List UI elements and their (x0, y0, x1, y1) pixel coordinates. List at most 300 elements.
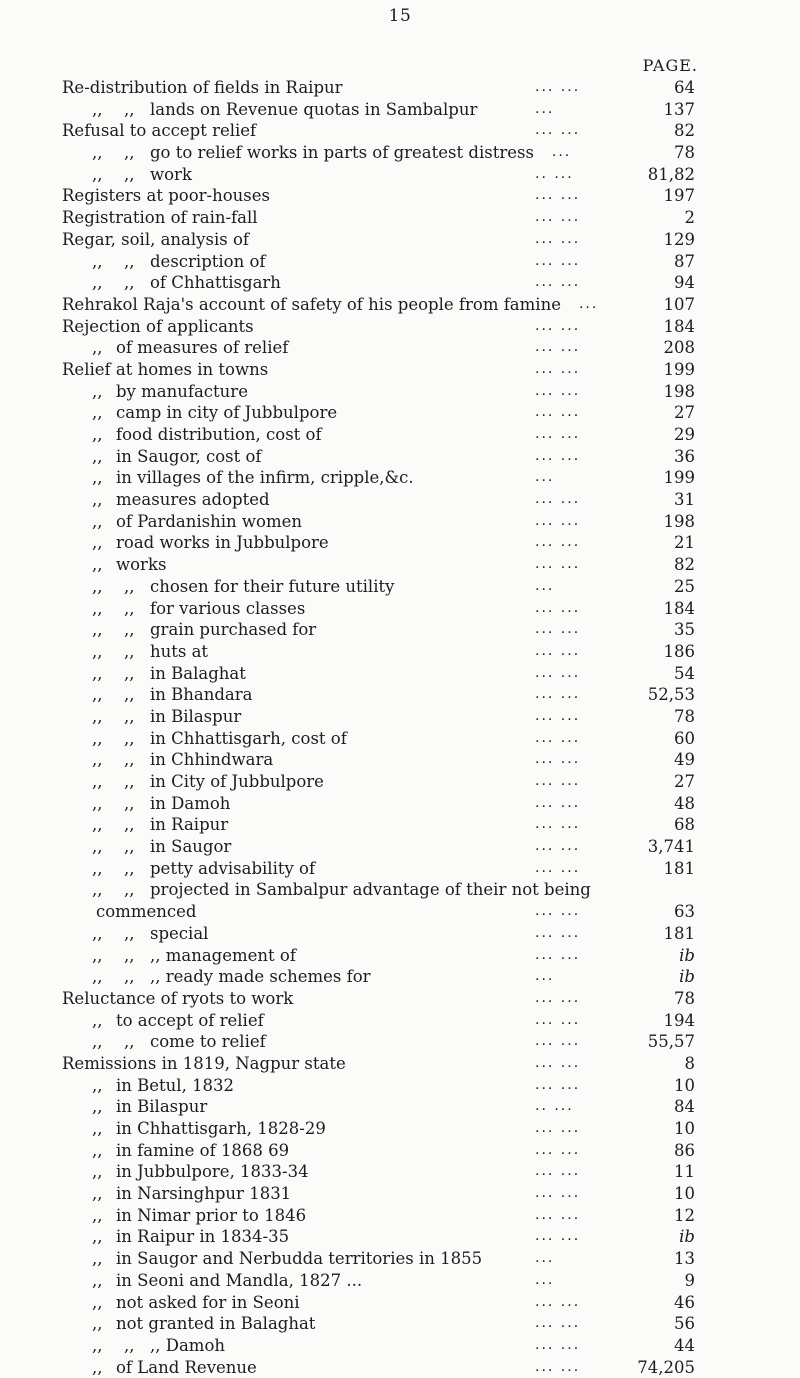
page-reference: ib (679, 967, 695, 987)
ditto-mark: ,, (92, 772, 103, 791)
ditto-mark: ,, (124, 99, 135, 119)
page-reference: 55,57 (647, 1032, 695, 1052)
leader-dots: ... ... (535, 230, 581, 247)
entry-text: ,, ready made schemes for (150, 967, 371, 987)
index-entry (0, 1096, 800, 1118)
entry-text: in Betul, 1832 (116, 1075, 235, 1095)
leader-dots: ... ... (535, 1011, 581, 1028)
page-reference: 181 (663, 858, 695, 878)
index-entry (0, 771, 800, 793)
ditto-mark: ,, (92, 1249, 103, 1269)
leader-dots: ... ... (535, 794, 581, 811)
leader-dots: ... (535, 577, 555, 594)
ditto-mark: ,, (124, 251, 135, 271)
ditto-mark: ,, (92, 706, 103, 726)
leader-dots: ... ... (535, 1206, 581, 1223)
leader-dots: ... ... (535, 1336, 581, 1353)
ditto-mark: ,, (92, 750, 103, 770)
entry-text: not granted in Balaghat (116, 1314, 316, 1334)
index-entry (0, 532, 800, 554)
page-reference: 25 (674, 576, 695, 596)
page-reference: 44 (674, 1335, 695, 1355)
ditto-mark: ,, (92, 1162, 103, 1182)
ditto-mark: ,, (124, 143, 135, 163)
page-reference: 11 (674, 1162, 695, 1182)
leader-dots: ... ... (535, 838, 581, 855)
ditto-mark: ,, (92, 728, 103, 748)
index-entry (0, 272, 800, 294)
page-reference: 35 (674, 620, 695, 640)
entry-text: in Saugor, cost of (116, 446, 262, 466)
ditto-mark: ,, (92, 620, 103, 640)
entry-text: in famine of 1868 69 (116, 1140, 290, 1160)
index-entry (0, 1075, 800, 1097)
index-entry (0, 945, 800, 967)
leader-dots: ... ... (535, 79, 581, 95)
index-entry (0, 1357, 800, 1378)
leader-dots: ... ... (535, 512, 581, 529)
leader-dots: ... ... (535, 773, 581, 789)
page-reference: 82 (674, 555, 695, 575)
leader-dots: ... ... (535, 924, 581, 941)
page-reference: 94 (674, 273, 695, 293)
index-entry (0, 793, 800, 815)
leader-dots: ... ... (535, 621, 581, 638)
ditto-mark: ,, (92, 555, 103, 575)
entry-text: of Land Revenue (116, 1357, 257, 1377)
ditto-mark: ,, (92, 446, 103, 466)
ditto-mark: ,, (124, 164, 135, 184)
page-reference: 78 (674, 706, 695, 726)
page-reference: 3,741 (647, 837, 695, 857)
index-entry (0, 706, 800, 728)
ditto-mark: ,, (92, 1335, 103, 1355)
index-entry (0, 576, 800, 598)
page-reference: 81,82 (647, 164, 695, 184)
index-entry (0, 489, 800, 511)
leader-dots: ... ... (535, 1293, 581, 1310)
index-entry (0, 99, 800, 121)
entry-text: of Pardanishin women (116, 511, 303, 531)
index-entry (0, 749, 800, 771)
index-entry (0, 1335, 800, 1357)
index-entry (0, 424, 800, 446)
page-reference: 87 (674, 251, 695, 271)
ditto-mark: ,, (124, 815, 135, 835)
index-entry (0, 1140, 800, 1162)
page-reference: ib (679, 1227, 695, 1247)
page-reference: 46 (674, 1292, 695, 1312)
index-entry (0, 185, 800, 207)
index-entry (0, 1205, 800, 1227)
entry-text: Refusal to accept relief (62, 121, 257, 141)
index-entry (0, 1270, 800, 1292)
ditto-mark: ,, (124, 576, 135, 596)
ditto-mark: ,, (124, 706, 135, 726)
ditto-mark: ,, (92, 858, 103, 878)
ditto-mark: ,, (92, 837, 103, 857)
ditto-mark: ,, (92, 685, 103, 705)
ditto-mark: ,, (124, 923, 135, 943)
entry-text: by manufacture (116, 381, 248, 401)
entry-text: Relief at homes in towns (62, 359, 269, 379)
ditto-mark: ,, (124, 967, 135, 987)
ditto-mark: ,, (92, 598, 103, 618)
ditto-mark: ,, (92, 1032, 103, 1052)
entry-text: chosen for their future utility (150, 576, 395, 596)
leader-dots: ... ... (535, 534, 581, 551)
entry-text: in Bhandara (150, 685, 253, 705)
page-reference: 52,53 (647, 685, 695, 705)
entry-text: in Bilaspur (150, 706, 242, 726)
leader-dots: ... ... (535, 1120, 581, 1136)
ditto-mark: ,, (92, 1292, 103, 1312)
leader-dots: ... ... (535, 187, 581, 204)
page-reference: 36 (674, 446, 695, 466)
index-entry (0, 728, 800, 750)
index-entry (0, 988, 800, 1010)
leader-dots: ... ... (535, 903, 581, 920)
index-entry (0, 381, 800, 403)
page-reference: 74,205 (637, 1357, 695, 1377)
ditto-mark: ,, (92, 273, 103, 293)
ditto-mark: ,, (92, 815, 103, 835)
leader-dots: ... (578, 295, 599, 312)
page-column-heading: PAGE. (642, 56, 698, 75)
page-reference: 186 (663, 641, 695, 661)
ditto-mark: ,, (124, 750, 135, 770)
leader-dots: ... ... (535, 122, 581, 139)
ditto-mark: ,, (124, 945, 135, 965)
leader-dots: ... (535, 1250, 555, 1267)
ditto-mark: ,, (92, 511, 103, 531)
index-entry (0, 77, 800, 99)
leader-dots: ... ... (535, 491, 581, 508)
page-reference: 48 (674, 793, 695, 813)
entry-text: in Nimar prior to 1846 (116, 1205, 307, 1225)
leader-dots: ... ... (535, 642, 581, 659)
leader-dots: ... ... (535, 382, 581, 399)
leader-dots: ... (535, 1271, 555, 1288)
page-reference: 31 (674, 490, 695, 510)
index-entry (0, 402, 800, 424)
ditto-mark: ,, (124, 1335, 135, 1355)
page-reference: 29 (674, 425, 695, 444)
entry-text: lands on Revenue quotas in Sambalpur (150, 99, 478, 119)
ditto-mark: ,, (124, 772, 135, 791)
page-reference: 2 (684, 208, 695, 228)
page-reference: 10 (674, 1184, 695, 1204)
leader-dots: ... ... (535, 426, 581, 442)
entry-text: food distribution, cost of (116, 425, 322, 444)
ditto-mark: ,, (124, 1032, 135, 1052)
page-reference: 198 (663, 381, 695, 401)
index-entry (0, 359, 800, 381)
leader-dots: ... ... (535, 1163, 581, 1180)
entry-text: come to relief (150, 1032, 266, 1052)
index-entry (0, 923, 800, 945)
index-entry (0, 619, 800, 641)
leader-dots: ... ... (535, 816, 581, 833)
ditto-mark: ,, (92, 533, 103, 553)
entry-text: Registers at poor-houses (62, 186, 270, 206)
leader-dots: ... ... (535, 1054, 581, 1071)
leader-dots: ... ... (535, 946, 581, 963)
entry-text: in Chhattisgarh, 1828-29 (116, 1119, 326, 1138)
ditto-mark: ,, (92, 143, 103, 163)
index-entry (0, 1183, 800, 1205)
ditto-mark: ,, (92, 923, 103, 943)
ditto-mark: ,, (124, 663, 135, 683)
ditto-mark: ,, (92, 880, 103, 900)
leader-dots: ... ... (535, 751, 581, 768)
index-entry (0, 901, 800, 923)
page-reference: 12 (674, 1205, 695, 1225)
ditto-mark: ,, (92, 1140, 103, 1160)
page-reference: 56 (674, 1314, 695, 1334)
leader-dots: ... ... (535, 1033, 581, 1050)
page-reference: 197 (663, 186, 695, 206)
entry-text: huts at (150, 641, 209, 661)
entry-text: in Balaghat (150, 663, 246, 683)
page-reference: 60 (674, 728, 695, 748)
entry-text: Regar, soil, analysis of (62, 229, 249, 249)
page-reference: 137 (663, 99, 695, 119)
entry-text: road works in Jubbulpore (116, 533, 329, 553)
entry-text: of measures of relief (116, 338, 289, 358)
ditto-mark: ,, (92, 403, 103, 423)
page-reference: 21 (674, 533, 695, 553)
leader-dots: ... ... (535, 729, 581, 746)
index-entry (0, 446, 800, 468)
leader-dots: ... ... (535, 989, 581, 1006)
entry-text: in Saugor (150, 837, 232, 857)
ditto-mark: ,, (92, 1097, 103, 1117)
leader-dots: ... (551, 144, 572, 161)
ditto-mark: ,, (92, 576, 103, 596)
page-reference: 84 (674, 1097, 695, 1117)
ditto-mark: ,, (124, 837, 135, 857)
index-entry (0, 1118, 800, 1140)
index-entry (0, 164, 800, 186)
leader-dots: ... ... (535, 360, 581, 377)
entry-text: Reluctance of ryots to work (62, 988, 294, 1008)
entry-text: in Bilaspur (116, 1097, 208, 1117)
entry-text: in villages of the infirm, cripple,&c. (116, 468, 414, 488)
entry-text: in Chhattisgarh, cost of (150, 728, 347, 748)
entry-text: ,, Damoh (150, 1335, 226, 1355)
entry-text: projected in Sambalpur advantage of their not being (150, 880, 591, 900)
page-reference: 82 (674, 121, 695, 141)
index-entry (0, 598, 800, 620)
entry-text: Re-distribution of fields in Raipur (62, 78, 343, 97)
page-reference: 54 (674, 663, 695, 683)
leader-dots: ... ... (535, 1076, 581, 1093)
index-entry (0, 229, 800, 251)
leader-dots: ... ... (535, 404, 581, 421)
page-reference: 27 (674, 772, 695, 791)
ditto-mark: ,, (124, 598, 135, 618)
ditto-mark: ,, (92, 99, 103, 119)
entry-text: for various classes (150, 598, 306, 618)
leader-dots: ... ... (535, 317, 581, 334)
ditto-mark: ,, (92, 1270, 103, 1290)
page-reference: 78 (674, 143, 695, 163)
page-number: 15 (388, 6, 412, 26)
leader-dots: ... ... (535, 707, 581, 724)
ditto-mark: ,, (92, 1314, 103, 1334)
page-reference: 199 (663, 359, 695, 379)
entry-text: works (116, 555, 167, 575)
index-entry (0, 1031, 800, 1053)
index-entry (0, 641, 800, 663)
entry-text: not asked for in Seoni (116, 1292, 300, 1312)
leader-dots: ... ... (535, 209, 581, 226)
page-reference: ib (679, 945, 695, 965)
index-entry (0, 554, 800, 576)
leader-dots: ... ... (535, 1185, 581, 1202)
index-entry (0, 966, 800, 988)
ditto-mark: ,, (92, 1184, 103, 1204)
index-entry (0, 207, 800, 229)
leader-dots: ... ... (535, 1358, 581, 1375)
index-entry (0, 467, 800, 489)
ditto-mark: ,, (124, 728, 135, 748)
entry-text: go to relief works in parts of greatest distress (150, 143, 534, 163)
index-entry (0, 142, 800, 164)
leader-dots: ... ... (535, 252, 581, 269)
leader-dots: ... ... (535, 556, 581, 573)
page-reference: 199 (663, 468, 695, 488)
leader-dots: ... (535, 100, 555, 117)
ditto-mark: ,, (92, 967, 103, 987)
entry-text: in Raipur (150, 815, 229, 835)
ditto-mark: ,, (92, 468, 103, 488)
index-entry (0, 511, 800, 533)
page-reference: 181 (663, 923, 695, 943)
page-reference: 78 (674, 988, 695, 1008)
index-entry (0, 316, 800, 338)
entry-text: in Damoh (150, 793, 231, 813)
index-entry (0, 1292, 800, 1314)
ditto-mark: ,, (124, 620, 135, 640)
entry-text: special (150, 923, 209, 943)
entry-text: in Narsinghpur 1831 (116, 1184, 292, 1204)
index-entry (0, 1053, 800, 1075)
page-reference: 129 (663, 229, 695, 249)
page-reference: 184 (663, 598, 695, 618)
page-reference: 10 (674, 1119, 695, 1138)
leader-dots: ... ... (535, 274, 581, 291)
index-entry (0, 294, 800, 316)
leader-dots: ... (535, 469, 555, 486)
entry-text: in Seoni and Mandla, 1827 ... (116, 1270, 363, 1290)
entry-text: petty advisability of (150, 858, 316, 878)
page-reference: 198 (663, 511, 695, 531)
index-entry (0, 858, 800, 880)
entry-text: of Chhattisgarh (150, 273, 281, 293)
index-entry (0, 251, 800, 273)
leader-dots: ... ... (535, 1141, 581, 1158)
page-reference: 68 (674, 815, 695, 835)
leader-dots: ... ... (535, 686, 581, 703)
ditto-mark: ,, (92, 1075, 103, 1095)
entry-text: grain purchased for (150, 620, 317, 640)
ditto-mark: ,, (92, 1010, 103, 1030)
ditto-mark: ,, (92, 1357, 103, 1377)
index-entry (0, 836, 800, 858)
ditto-mark: ,, (92, 1227, 103, 1247)
ditto-mark: ,, (124, 858, 135, 878)
ditto-mark: ,, (92, 251, 103, 271)
entry-text: in Jubbulpore, 1833-34 (116, 1162, 309, 1182)
leader-dots: .. ... (535, 1098, 574, 1115)
page-reference: 9 (684, 1270, 695, 1290)
index-entry (0, 879, 800, 901)
ditto-mark: ,, (92, 945, 103, 965)
entry-text: work (150, 164, 192, 184)
entry-text: description of (150, 251, 266, 271)
leader-dots: ... (535, 968, 555, 985)
page-reference: 194 (663, 1010, 695, 1030)
ditto-mark: ,, (92, 641, 103, 661)
ditto-mark: ,, (124, 793, 135, 813)
ditto-mark: ,, (92, 1205, 103, 1225)
entry-text: commenced (96, 902, 197, 922)
page-reference: 184 (663, 316, 695, 336)
ditto-mark: ,, (92, 1119, 103, 1138)
ditto-mark: ,, (92, 164, 103, 184)
entry-text: measures adopted (116, 490, 270, 510)
entry-text: in Chhindwara (150, 750, 274, 770)
ditto-mark: ,, (92, 490, 103, 510)
leader-dots: ... ... (535, 447, 581, 464)
entry-text: Rejection of applicants (62, 316, 254, 336)
ditto-mark: ,, (124, 273, 135, 293)
entry-text: to accept of relief (116, 1010, 264, 1030)
entry-text: ,, management of (150, 945, 296, 965)
leader-dots: ... ... (535, 1228, 581, 1245)
leader-dots: ... ... (535, 1315, 581, 1332)
entry-text: Registration of rain-fall (62, 208, 258, 228)
page-reference: 208 (663, 338, 695, 358)
ditto-mark: ,, (92, 338, 103, 358)
ditto-mark: ,, (92, 793, 103, 813)
ditto-mark: ,, (92, 381, 103, 401)
page-reference: 86 (674, 1140, 695, 1160)
index-entries (0, 77, 800, 1378)
index-entry (0, 1313, 800, 1335)
page-reference: 13 (674, 1249, 695, 1269)
index-entry (0, 120, 800, 142)
index-entry (0, 1010, 800, 1032)
page-reference: 63 (674, 902, 695, 922)
entry-text: in City of Jubbulpore (150, 772, 324, 791)
leader-dots: .. ... (535, 165, 574, 182)
ditto-mark: ,, (124, 685, 135, 705)
leader-dots: ... ... (535, 599, 581, 616)
page-reference: 107 (663, 294, 695, 314)
page-reference: 49 (674, 750, 695, 770)
ditto-mark: ,, (92, 425, 103, 444)
leader-dots: ... ... (535, 859, 581, 876)
index-entry (0, 814, 800, 836)
entry-text: camp in city of Jubbulpore (116, 403, 338, 423)
index-entry (0, 684, 800, 706)
entry-text: in Saugor and Nerbudda territories in 1855 (116, 1249, 483, 1269)
page-reference: 27 (674, 403, 695, 423)
index-entry (0, 1248, 800, 1270)
